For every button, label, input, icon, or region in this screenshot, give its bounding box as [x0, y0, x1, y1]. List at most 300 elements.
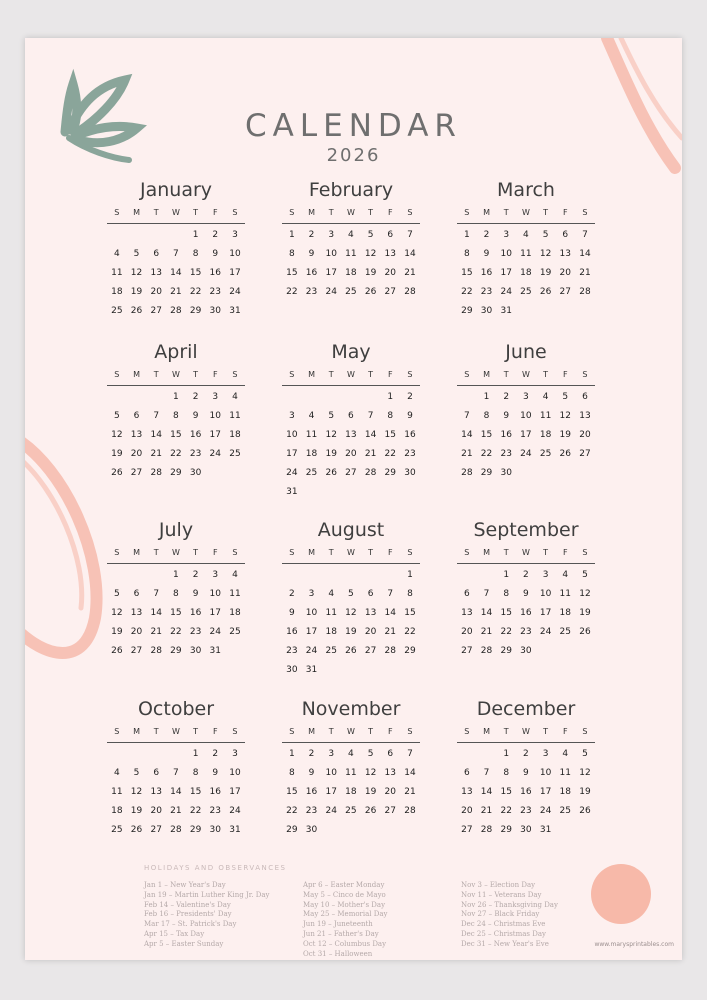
day-cell: 20	[130, 449, 143, 459]
day-cell: 23	[305, 287, 318, 297]
day-cell: 10	[500, 249, 512, 259]
weekday-label: F	[212, 727, 218, 736]
day-cell: 1	[463, 230, 470, 240]
day-cell: 9	[212, 249, 219, 259]
day-cell: 16	[480, 268, 493, 278]
weekday-label: M	[308, 208, 315, 217]
day-cell: 14	[150, 608, 162, 618]
day-cell: 25	[305, 468, 318, 478]
weekday-label: S	[289, 208, 295, 217]
empty-day	[107, 388, 127, 407]
weekday-label: M	[483, 370, 490, 379]
day-cell: 5	[367, 749, 374, 759]
day-cell: 20	[579, 430, 591, 440]
weekday-label: M	[483, 727, 490, 736]
day-cell: 6	[562, 230, 569, 240]
day-grid	[107, 566, 245, 661]
holiday-item: Nov 26 – Thanksgiving Day	[461, 900, 558, 909]
day-cell: 22	[480, 449, 493, 459]
holiday-item: Dec 24 – Christmas Eve	[461, 920, 546, 929]
day-cell: 16	[189, 430, 202, 440]
day-cell: 30	[404, 468, 416, 478]
weekday-label: M	[133, 727, 140, 736]
day-cell: 9	[192, 589, 199, 599]
day-cell: 31	[229, 306, 241, 316]
day-cell: 15	[461, 268, 473, 278]
weekday-label: T	[193, 208, 199, 217]
holiday-item: Apr 6 – Easter Monday	[303, 881, 385, 889]
day-cell: 30	[286, 665, 298, 675]
weekday-label: S	[464, 548, 470, 557]
day-cell: 11	[325, 608, 337, 618]
day-cell: 19	[111, 449, 123, 459]
empty-day	[457, 566, 477, 585]
day-cell: 22	[286, 806, 298, 816]
day-cell: 22	[189, 287, 202, 297]
day-cell: 30	[305, 825, 318, 835]
weekday-label: T	[328, 208, 334, 217]
day-cell: 26	[111, 468, 123, 478]
day-cell: 28	[150, 646, 162, 656]
day-cell: 12	[559, 411, 571, 421]
day-cell: 21	[170, 287, 182, 297]
day-cell: 9	[192, 411, 199, 421]
day-cell: 23	[189, 449, 202, 459]
weekday-label: F	[212, 370, 218, 379]
day-cell: 18	[111, 806, 123, 816]
day-cell: 22	[286, 287, 298, 297]
day-cell: 13	[345, 430, 357, 440]
empty-day	[146, 388, 166, 407]
empty-day	[107, 566, 127, 585]
weekday-label: S	[114, 548, 120, 557]
day-cell: 24	[325, 806, 337, 816]
day-cell: 1	[192, 749, 199, 759]
day-cell: 13	[559, 249, 571, 259]
weekday-label: S	[582, 548, 588, 557]
day-cell: 28	[461, 468, 473, 478]
day-cell: 2	[288, 589, 295, 599]
day-cell: 14	[384, 608, 396, 618]
day-cell: 10	[209, 411, 221, 421]
day-cell: 29	[286, 825, 298, 835]
holiday-item: Apr 5 – Easter Sunday	[144, 939, 224, 948]
page-title: CALENDAR	[245, 108, 462, 144]
day-cell: 18	[345, 787, 357, 797]
day-cell: 20	[130, 627, 143, 637]
day-cell: 23	[480, 287, 493, 297]
day-cell: 7	[367, 411, 374, 421]
day-cell: 12	[364, 249, 377, 259]
day-cell: 16	[305, 787, 318, 797]
day-cell: 17	[539, 787, 552, 797]
day-cell: 18	[520, 268, 532, 278]
weekday-label: W	[346, 727, 355, 736]
weekday-label: W	[171, 548, 180, 557]
day-cell: 22	[461, 287, 473, 297]
day-cell: 11	[229, 589, 241, 599]
holiday-item: Nov 27 – Black Friday	[461, 910, 540, 919]
weekday-label: T	[503, 727, 509, 736]
day-cell: 25	[111, 825, 123, 835]
day-cell: 29	[170, 468, 182, 478]
day-cell: 17	[325, 787, 337, 797]
day-cell: 26	[111, 646, 123, 656]
weekday-label: F	[387, 727, 393, 736]
day-cell: 3	[232, 749, 238, 759]
day-cell: 13	[384, 249, 396, 259]
day-cell: 10	[209, 589, 221, 599]
day-cell: 13	[364, 608, 377, 618]
day-cell: 27	[461, 825, 473, 835]
day-cell: 9	[523, 768, 529, 778]
day-cell: 16	[404, 430, 416, 440]
day-cell: 25	[229, 449, 241, 459]
day-cell: 13	[384, 768, 396, 778]
day-cell: 3	[328, 749, 335, 759]
day-cell: 3	[288, 411, 295, 421]
holiday-item: Mar 17 – St. Patrick's Day	[144, 920, 237, 929]
day-cell: 8	[288, 768, 295, 778]
weekday-label: W	[346, 370, 355, 379]
day-cell: 12	[579, 589, 591, 599]
weekday-label: T	[503, 548, 509, 557]
day-cell: 15	[500, 787, 512, 797]
day-cell: 5	[113, 589, 120, 599]
day-cell: 29	[384, 468, 396, 478]
day-cell: 3	[542, 570, 549, 580]
day-cell: 8	[503, 768, 510, 778]
day-cell: 15	[189, 787, 202, 797]
day-cell: 2	[523, 570, 529, 580]
empty-day	[282, 388, 302, 407]
day-cell: 4	[542, 392, 549, 402]
day-cell: 25	[345, 806, 357, 816]
day-cell: 6	[367, 589, 374, 599]
weekday-label: F	[212, 548, 218, 557]
day-cell: 9	[308, 768, 315, 778]
year-label: 2026	[326, 145, 381, 166]
weekday-label: S	[407, 727, 413, 736]
day-cell: 7	[582, 230, 588, 240]
day-cell: 27	[130, 468, 143, 478]
day-cell: 8	[192, 249, 199, 259]
day-grid	[457, 388, 595, 483]
day-cell: 6	[133, 589, 140, 599]
holiday-item: Jan 19 – Martin Luther King Jr. Day	[144, 890, 270, 899]
day-cell: 17	[305, 627, 318, 637]
empty-day	[341, 388, 361, 407]
holidays-column-3	[461, 881, 558, 950]
weekday-label: W	[346, 548, 355, 557]
weekday-label: T	[153, 370, 159, 379]
weekday-label: S	[232, 208, 238, 217]
day-cell: 5	[582, 570, 588, 580]
holiday-item: Jan 1 – New Year's Day	[144, 881, 226, 889]
day-cell: 14	[461, 430, 473, 440]
day-cell: 23	[520, 627, 532, 637]
day-cell: 13	[461, 608, 473, 618]
day-cell: 25	[325, 646, 337, 656]
day-cell: 13	[130, 608, 143, 618]
day-cell: 12	[579, 768, 591, 778]
day-cell: 4	[348, 230, 354, 240]
day-cell: 18	[111, 287, 123, 297]
day-cell: 11	[305, 430, 318, 440]
weekday-label: S	[289, 727, 295, 736]
weekday-label: M	[483, 208, 490, 217]
day-cell: 24	[209, 449, 221, 459]
weekday-label: F	[562, 548, 568, 557]
day-cell: 2	[212, 749, 219, 759]
day-cell: 9	[288, 608, 295, 618]
day-cell: 5	[133, 249, 140, 259]
day-cell: 4	[328, 589, 335, 599]
empty-day	[361, 566, 381, 585]
day-cell: 25	[345, 287, 357, 297]
day-cell: 19	[111, 627, 123, 637]
weekday-label: W	[521, 208, 530, 217]
day-cell: 17	[229, 787, 241, 797]
day-cell: 16	[209, 787, 221, 797]
day-cell: 14	[404, 768, 416, 778]
day-cell: 4	[562, 570, 569, 580]
day-cell: 14	[480, 608, 493, 618]
day-cell: 1	[503, 749, 510, 759]
day-cell: 27	[461, 646, 473, 656]
weekday-label: F	[387, 208, 393, 217]
pink-circle	[591, 864, 651, 924]
day-grid	[107, 745, 245, 840]
month-name: July	[158, 519, 194, 541]
day-cell: 2	[192, 570, 199, 580]
day-cell: 18	[559, 608, 571, 618]
day-cell: 22	[384, 449, 396, 459]
day-cell: 29	[480, 468, 493, 478]
day-cell: 24	[520, 449, 532, 459]
month-june	[457, 340, 595, 483]
day-cell: 15	[170, 608, 182, 618]
weekday-label: S	[407, 370, 413, 379]
empty-day	[166, 226, 186, 245]
day-cell: 2	[212, 230, 219, 240]
day-cell: 9	[503, 411, 510, 421]
weekday-label: S	[407, 548, 413, 557]
weekday-label: W	[521, 370, 530, 379]
day-grid	[457, 226, 595, 321]
day-cell: 8	[483, 411, 490, 421]
day-cell: 26	[345, 646, 357, 656]
day-cell: 8	[387, 411, 394, 421]
day-cell: 31	[286, 487, 298, 497]
day-cell: 3	[212, 392, 219, 402]
weekday-label: T	[328, 727, 334, 736]
day-cell: 11	[520, 249, 532, 259]
day-cell: 24	[539, 806, 552, 816]
weekday-label: F	[562, 370, 568, 379]
day-cell: 2	[503, 392, 510, 402]
weekday-label: M	[133, 370, 140, 379]
day-cell: 22	[500, 627, 512, 637]
day-cell: 7	[463, 411, 470, 421]
empty-day	[341, 566, 361, 585]
day-cell: 1	[387, 392, 394, 402]
day-cell: 12	[539, 249, 552, 259]
day-cell: 23	[305, 806, 318, 816]
day-cell: 7	[153, 589, 160, 599]
day-cell: 19	[345, 627, 357, 637]
day-cell: 30	[520, 646, 532, 656]
day-cell: 17	[500, 268, 512, 278]
empty-day	[321, 388, 341, 407]
weekday-label: S	[582, 370, 588, 379]
day-cell: 29	[404, 646, 416, 656]
day-cell: 31	[539, 825, 552, 835]
day-cell: 10	[229, 249, 241, 259]
day-cell: 30	[480, 306, 493, 316]
day-cell: 25	[559, 627, 571, 637]
day-cell: 15	[189, 268, 202, 278]
day-cell: 3	[308, 589, 315, 599]
day-cell: 21	[404, 787, 416, 797]
day-cell: 11	[345, 249, 357, 259]
day-cell: 10	[286, 430, 298, 440]
day-cell: 28	[404, 806, 416, 816]
day-cell: 30	[520, 825, 532, 835]
day-cell: 18	[305, 449, 318, 459]
day-cell: 5	[367, 230, 374, 240]
weekday-label: S	[582, 208, 588, 217]
day-cell: 9	[483, 249, 490, 259]
day-cell: 8	[503, 589, 510, 599]
day-cell: 4	[113, 768, 120, 778]
day-cell: 21	[461, 449, 473, 459]
month-name: September	[473, 519, 579, 541]
day-cell: 28	[170, 306, 182, 316]
day-cell: 17	[209, 608, 221, 618]
day-cell: 19	[130, 806, 143, 816]
day-cell: 26	[130, 825, 143, 835]
day-cell: 19	[539, 268, 552, 278]
weekday-label: T	[368, 727, 374, 736]
day-cell: 8	[407, 589, 413, 599]
day-cell: 26	[539, 287, 552, 297]
day-cell: 15	[286, 268, 298, 278]
month-april	[107, 340, 245, 483]
day-cell: 14	[150, 430, 162, 440]
day-cell: 24	[229, 287, 241, 297]
day-cell: 7	[483, 768, 490, 778]
holidays-heading: HOLIDAYS AND OBSERVANCES	[144, 864, 287, 872]
day-cell: 6	[153, 249, 160, 259]
day-cell: 16	[500, 430, 512, 440]
day-cell: 31	[209, 646, 221, 656]
empty-day	[477, 566, 497, 585]
day-cell: 11	[559, 589, 571, 599]
day-cell: 30	[189, 646, 202, 656]
month-name: March	[497, 179, 555, 201]
day-cell: 26	[559, 449, 571, 459]
holiday-item: Oct 31 – Halloween	[303, 949, 373, 958]
weekday-label: T	[543, 548, 549, 557]
day-cell: 3	[523, 392, 529, 402]
day-cell: 28	[579, 287, 591, 297]
weekday-label: S	[464, 370, 470, 379]
empty-day	[457, 745, 477, 764]
empty-day	[321, 566, 341, 585]
weekday-label: W	[171, 370, 180, 379]
day-cell: 6	[387, 230, 394, 240]
day-cell: 18	[325, 627, 337, 637]
day-cell: 6	[582, 392, 588, 402]
day-cell: 29	[461, 306, 473, 316]
weekday-label: T	[153, 727, 159, 736]
day-cell: 24	[229, 806, 241, 816]
day-cell: 1	[192, 230, 199, 240]
day-cell: 3	[328, 230, 335, 240]
day-cell: 27	[150, 306, 162, 316]
day-cell: 30	[500, 468, 512, 478]
empty-day	[166, 745, 186, 764]
day-cell: 18	[539, 430, 552, 440]
day-cell: 16	[209, 268, 221, 278]
day-cell: 19	[579, 787, 591, 797]
day-cell: 4	[113, 249, 120, 259]
weekday-label: T	[193, 548, 199, 557]
empty-day	[107, 226, 127, 245]
day-cell: 25	[539, 449, 552, 459]
month-name: August	[317, 519, 385, 541]
day-cell: 13	[150, 268, 162, 278]
day-cell: 4	[562, 749, 569, 759]
calendar-sheet	[25, 38, 682, 960]
day-cell: 9	[523, 589, 529, 599]
weekday-header	[457, 725, 595, 743]
day-cell: 1	[288, 230, 295, 240]
day-cell: 22	[170, 449, 182, 459]
day-cell: 11	[111, 268, 123, 278]
day-cell: 23	[286, 646, 298, 656]
day-cell: 24	[325, 287, 337, 297]
day-grid	[107, 226, 245, 321]
day-cell: 15	[286, 787, 298, 797]
weekday-label: T	[503, 208, 509, 217]
day-cell: 27	[384, 806, 396, 816]
empty-day	[477, 745, 497, 764]
day-cell: 5	[582, 749, 588, 759]
day-cell: 15	[170, 430, 182, 440]
empty-day	[282, 566, 302, 585]
day-cell: 1	[173, 392, 179, 402]
day-cell: 15	[404, 608, 416, 618]
day-cell: 10	[520, 411, 532, 421]
day-cell: 20	[384, 268, 396, 278]
day-cell: 21	[150, 627, 162, 637]
day-cell: 7	[173, 768, 179, 778]
weekday-label: T	[153, 208, 159, 217]
weekday-header	[107, 725, 245, 743]
day-cell: 4	[348, 749, 354, 759]
day-cell: 14	[170, 268, 182, 278]
day-cell: 26	[325, 468, 337, 478]
day-cell: 24	[305, 646, 318, 656]
day-cell: 18	[559, 787, 571, 797]
empty-day	[107, 745, 127, 764]
day-cell: 10	[229, 768, 241, 778]
month-october	[107, 697, 245, 840]
day-cell: 5	[133, 768, 140, 778]
weekday-label: S	[464, 208, 470, 217]
